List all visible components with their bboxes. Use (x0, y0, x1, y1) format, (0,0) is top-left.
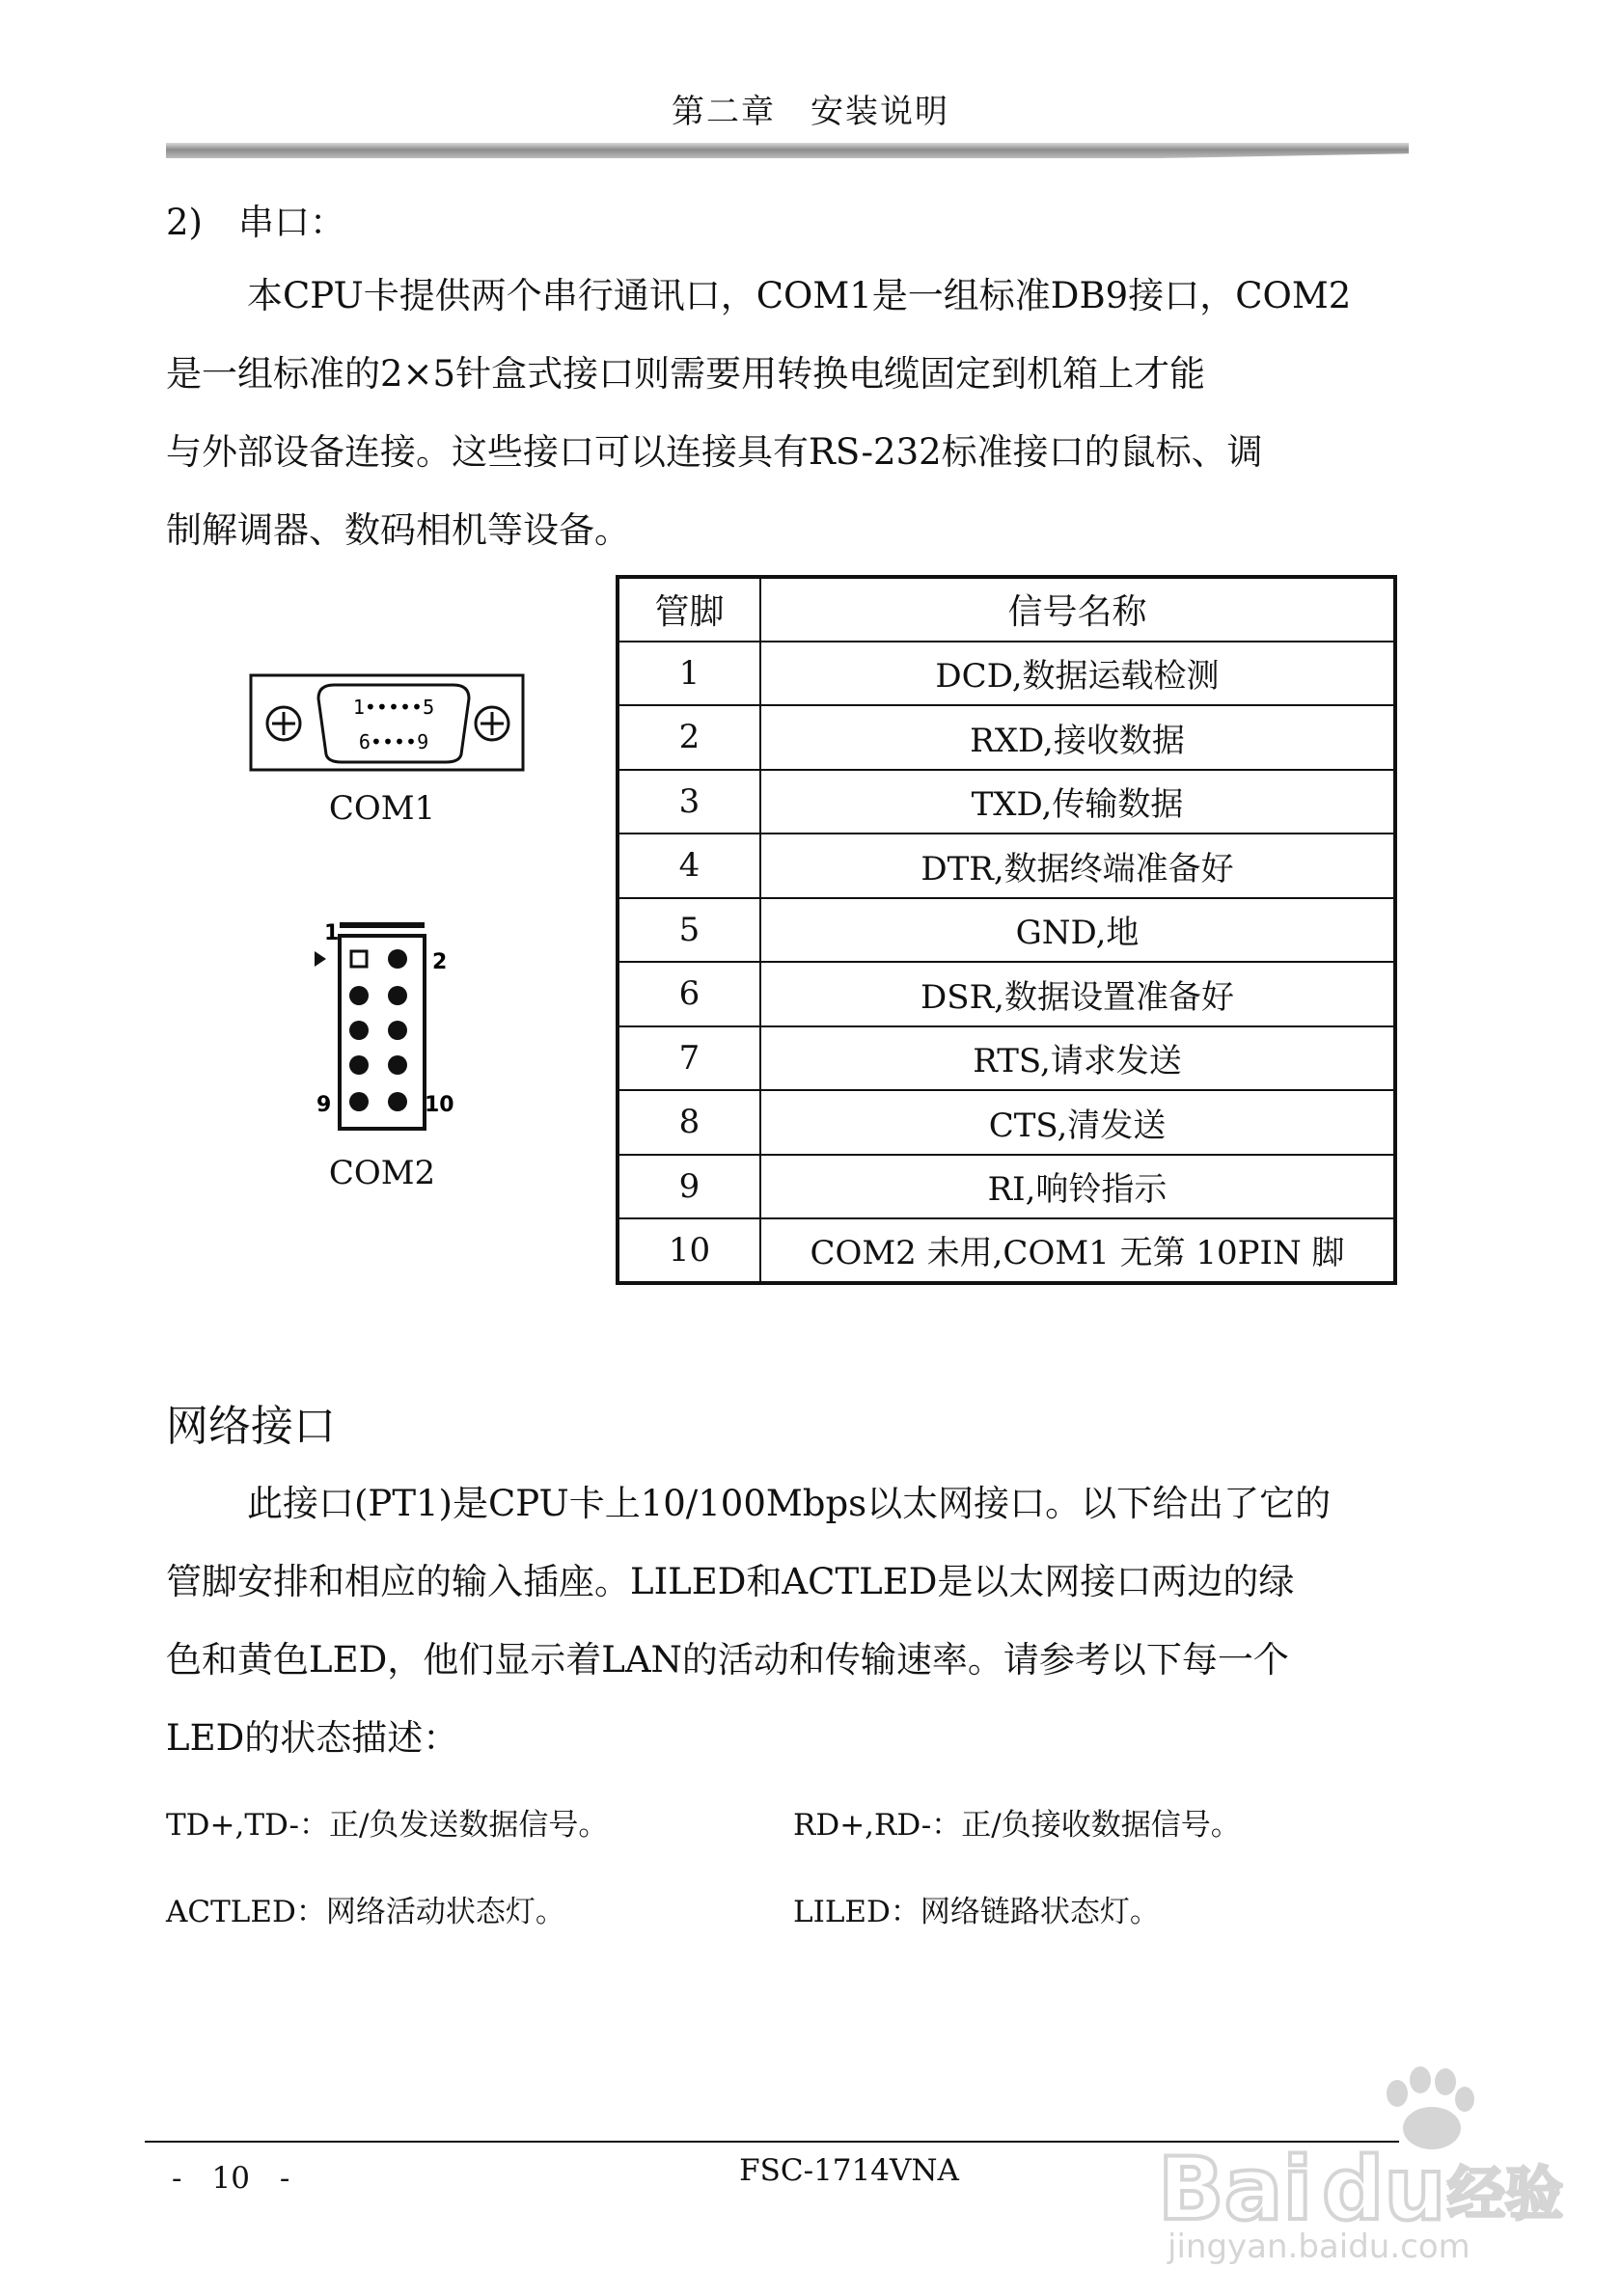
signal-name: DTR,数据终端准备好 (760, 834, 1395, 898)
com2-header-diagram (311, 915, 461, 1142)
watermark-url: jingyan.baidu.com (1168, 2228, 1470, 2266)
pin-number: 5 (618, 898, 760, 963)
paw-icon (1387, 2066, 1474, 2149)
signal-name: RI,响铃指示 (760, 1155, 1395, 1219)
page-header-title: 第二章 安装说明 (672, 93, 949, 131)
pin-label-2: 2 (432, 950, 448, 974)
signal-name: RXD,接收数据 (760, 705, 1395, 770)
signal-name: RTS,请求发送 (760, 1026, 1395, 1091)
pin-number: 4 (618, 834, 760, 898)
pin-label-9: 9 (316, 1093, 332, 1117)
table-row (618, 898, 1395, 963)
serial-paragraph (166, 257, 1420, 569)
header-signal-name: 信号名称 (760, 577, 1395, 642)
network-line-4: LED的状态描述： (166, 1717, 459, 1759)
pin-number: 3 (618, 770, 760, 834)
network-line-3: 色和黄色LED，他们显示着LAN的活动和传输速率。请参考以下每一个 (166, 1639, 1289, 1681)
led-rd-desc: RD+,RD-：正/负接收数据信号。 (793, 1808, 1241, 1843)
network-heading: 网络接口 (166, 1402, 336, 1451)
table-row (618, 1090, 1395, 1155)
table-row (618, 705, 1395, 770)
watermark-cn: 经验 (1447, 2161, 1563, 2228)
serial-line-3: 与外部设备连接。这些接口可以连接具有RS-232标准接口的鼠标、调 (166, 431, 1263, 473)
network-line-1: 此接口(PT1)是CPU卡上10/100Mbps以太网接口。以下给出了它的 (247, 1483, 1332, 1524)
page-number: - 10 - (172, 2161, 290, 2196)
pin-number: 9 (618, 1155, 760, 1219)
table-row (618, 1218, 1395, 1283)
product-model: FSC-1714VNA (739, 2153, 959, 2188)
signal-name: COM2 未用,COM1 无第 10PIN 脚 (760, 1218, 1395, 1283)
pin-number: 7 (618, 1026, 760, 1091)
header-rule (166, 143, 1409, 158)
pin-signal-table (616, 575, 1397, 1285)
db9-bottom-pins: 6••••9 (358, 730, 429, 753)
network-line-2: 管脚安排和相应的输入插座。LILED和ACTLED是以太网接口两边的绿 (166, 1561, 1295, 1602)
signal-name: CTS,清发送 (760, 1090, 1395, 1155)
pin-number: 8 (618, 1090, 760, 1155)
watermark-brand: Bai (1158, 2139, 1313, 2240)
pin-number: 2 (618, 705, 760, 770)
serial-line-2: 是一组标准的2×5针盒式接口则需要用转换电缆固定到机箱上才能 (166, 353, 1206, 395)
table-row (618, 1026, 1395, 1091)
led-td-desc: TD+,TD-：正/负发送数据信号。 (166, 1808, 609, 1843)
table-row (618, 642, 1395, 706)
com1-label: COM1 (328, 789, 436, 828)
signal-name: DSR,数据设置准备好 (760, 962, 1395, 1026)
table-row (618, 770, 1395, 834)
led-actled-desc: ACTLED：网络活动状态灯。 (166, 1895, 565, 1929)
table-header-row (618, 577, 1395, 642)
network-paragraph (166, 1464, 1420, 1777)
baidu-jingyan-watermark (1158, 2055, 1563, 2267)
pin1-arrow-icon (315, 951, 326, 967)
watermark-brand2: du (1322, 2139, 1446, 2240)
pin-number: 1 (618, 642, 760, 706)
db9-top-pins: 1•••••5 (352, 696, 435, 719)
pin-number: 6 (618, 962, 760, 1026)
pin-label-1: 1 (324, 921, 340, 945)
signal-name: TXD,传输数据 (760, 770, 1395, 834)
header-pin: 管脚 (618, 577, 760, 642)
serial-line-4: 制解调器、数码相机等设备。 (166, 509, 630, 551)
pin-label-10: 10 (425, 1093, 454, 1117)
serial-heading: 2) 串口： (166, 202, 345, 243)
signal-name: GND,地 (760, 898, 1395, 963)
table-row (618, 962, 1395, 1026)
table-row (618, 834, 1395, 898)
serial-line-1: 本CPU卡提供两个串行通讯口，COM1是一组标准DB9接口，COM2 (247, 275, 1352, 316)
led-liled-desc: LILED：网络链路状态灯。 (793, 1895, 1160, 1929)
pin-number: 10 (618, 1218, 760, 1283)
table-row (618, 1155, 1395, 1219)
signal-name: DCD,数据运载检测 (760, 642, 1395, 706)
com1-db9-connector-diagram (249, 673, 525, 774)
com2-label: COM2 (328, 1154, 436, 1192)
